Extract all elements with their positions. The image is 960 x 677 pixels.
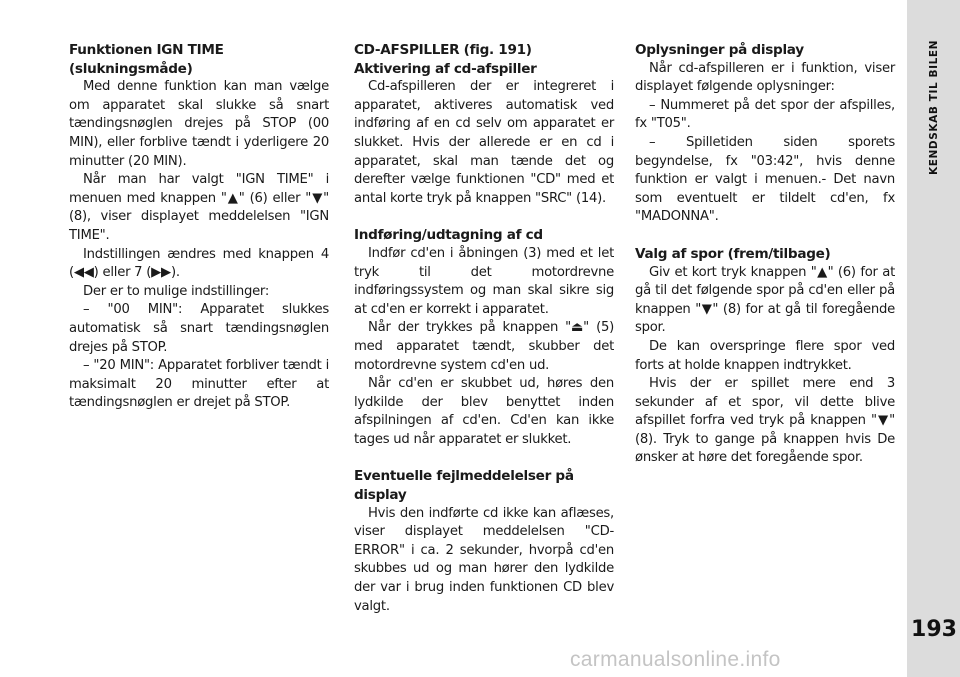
paragraph: Når cd-afspilleren er i funktion, viser displayet følgende oplysninger: xyxy=(635,60,895,95)
paragraph: Når cd'en er skubbet ud, høres den lydkilde der blev benyttet inden afspilningen af cd'en. Cd'en kan ikke tages ud når apparatet er slukket. xyxy=(354,376,614,447)
paragraph: Indfør cd'en i åbningen (3) med et let tryk til det motordrevne indføringssystem og man skal sikre sig at cd'en er korrekt i apparatet. xyxy=(354,245,614,317)
paragraph: Med denne funktion kan man vælge om apparatet skal slukke så snart tændingsnøglen drejes på STOP (00 MIN), eller forblive tændt i yderligere 20 minutter (20 MIN). xyxy=(69,79,329,169)
paragraph: Indstillingen ændres med knappen 4 (◀◀) eller 7 (▶▶). xyxy=(69,246,329,281)
paragraph: – Spilletiden siden sporets begyndelse, fx "03:42", hvis denne funktion er valgt i menuen.- Det navn som eventuelt er tildelt cd'en, fx "MADONNA". xyxy=(635,134,895,225)
column-ign-time xyxy=(69,41,329,413)
heading-aktivering: Aktivering af cd-afspiller xyxy=(354,60,537,77)
paragraph: Der er to mulige indstillinger: xyxy=(83,283,270,299)
heading-fejlmeddelelser: Eventuelle fejlmeddelelser på display xyxy=(354,468,574,504)
paragraph: Hvis den indførte cd ikke kan aflæses, viser displayet meddelelsen "CD-ERROR" i ca. 2 sekunder, hvorpå cd'en skubbes ud og man hører den lydkilde der var i brug inden funktionen CD blev valgt. xyxy=(354,505,614,614)
paragraph: Når man har valgt "IGN TIME" i menuen med knappen "▲" (6) eller "▼" (8), viser displayet meddelelsen "IGN TIME". xyxy=(69,172,329,243)
paragraph: Hvis der er spillet mere end 3 sekunder af et spor, vil dette blive afspillet forfra ved tryk på knappen "▼" (8). Tryk to gange på knappen hvis De ønsker at høre det foregående spor. xyxy=(635,376,895,466)
paragraph: – Nummeret på det spor der afspilles, fx "T05". xyxy=(635,97,895,132)
paragraph: Cd-afspilleren der er integreret i apparatet, aktiveres automatisk ved indføring af en cd selv om apparatet er slukket. Hvis der allerede er en cd i apparatet, skal man tænde det og derefter vælge funktionen "CD" med et antal korte tryk på knappen "SRC" (14). xyxy=(354,79,614,206)
column-display-info xyxy=(635,41,895,468)
heading-ign-time: Funktionen IGN TIME (slukningsmåde) xyxy=(69,42,224,77)
paragraph: Når der trykkes på knappen "⏏" (5) med apparatet tændt, skubber det motordrevne system cd'en ud. xyxy=(354,320,614,373)
column-cd-player xyxy=(354,41,614,616)
section-title: KENDSKAB TIL BILEN xyxy=(928,40,940,176)
paragraph: – "00 MIN": Apparatet slukkes automatisk så snart tændingsnøglen drejes på STOP. xyxy=(69,302,329,355)
heading-indforing: Indføring/udtagning af cd xyxy=(354,227,543,244)
heading-valg-af-spor: Valg af spor (frem/tilbage) xyxy=(635,245,831,262)
watermark: carmanualsonline.info xyxy=(570,648,781,671)
paragraph: – "20 MIN": Apparatet forbliver tændt i maksimalt 20 minutter efter at tændingsnøglen er drejet på STOP. xyxy=(69,358,329,411)
page-number: 193 xyxy=(911,617,957,642)
paragraph: De kan overspringe flere spor ved forts at holde knappen indtrykket. xyxy=(635,338,895,373)
paragraph: Giv et kort tryk knappen "▲" (6) for at gå til det følgende spor på cd'en eller på knappen "▼" (8) for at gå til foregående spor. xyxy=(635,264,895,336)
heading-cd-afspiller: CD-AFSPILLER (fig. 191) xyxy=(354,42,532,58)
heading-oplysninger: Oplysninger på display xyxy=(635,42,804,58)
